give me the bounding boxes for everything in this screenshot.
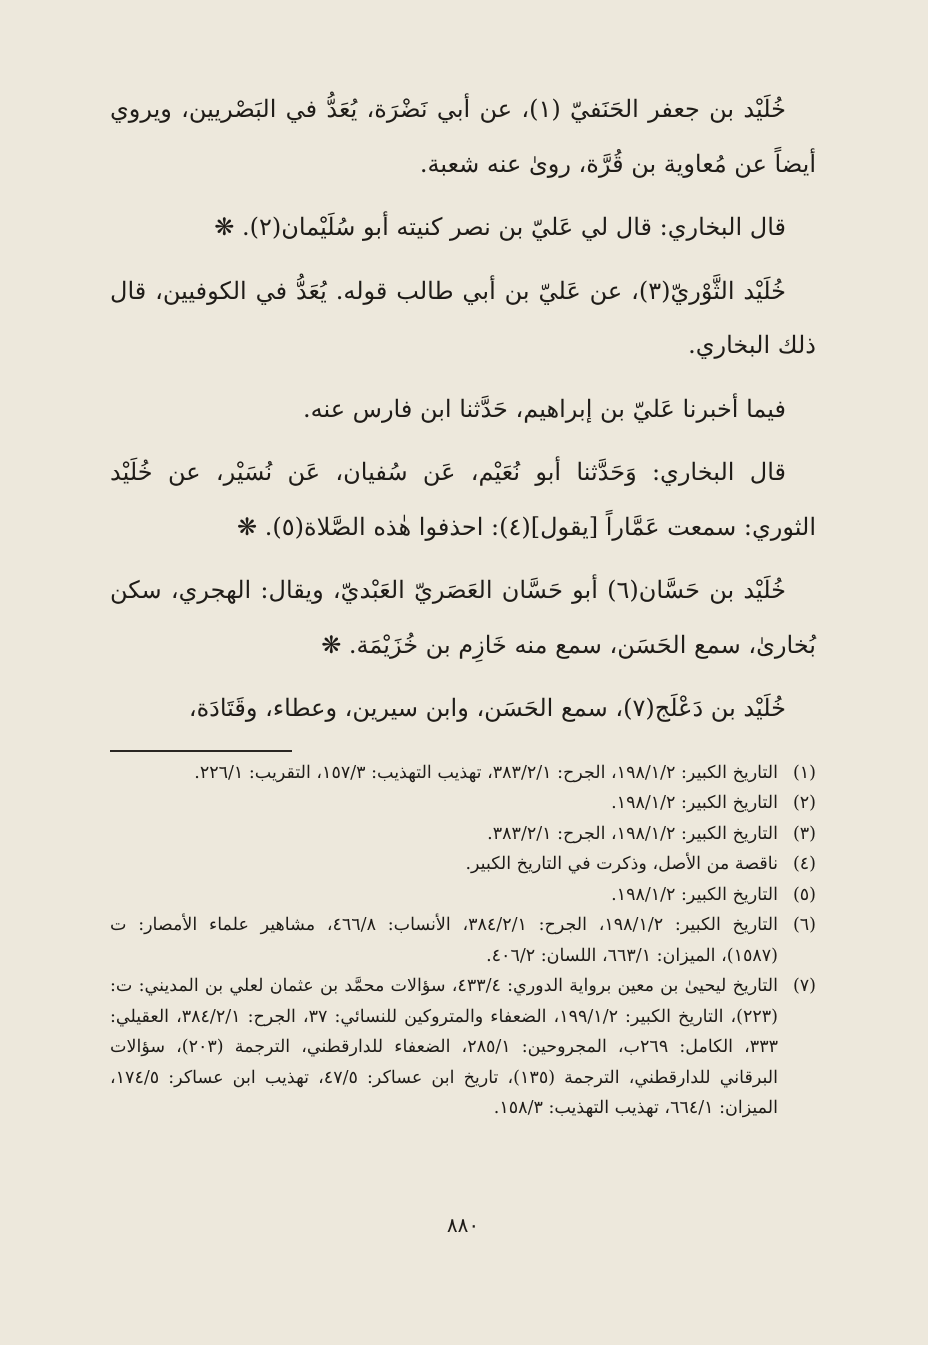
footnotes [110,758,816,1124]
footnote-text: التاريخ الكبير: ١٩٨/١/٢. [611,793,778,813]
paragraph-chain-of-narration: فيما أخبرنا عَليّ بن إبراهيم، حَدَّثنا ابن فارس عنه. [302,394,786,423]
paragraph-bukhari-kunya: قال البخاري: قال لي عَليّ بن نصر كنيته أبو سُلَيْمان(٢). ❋ [214,213,786,241]
main-text [110,82,816,736]
footnote-divider [110,750,292,752]
paragraph-khulayd-thawri: خُلَيْد الثَّوْريّ(٣)، عن عَليّ بن أبي طالب قوله. يُعَدُّ في الكوفيين، قال ذلك البخاري. [110,276,816,359]
paragraph-bukhari-narration: قال البخاري: وَحَدَّثنا أبو نُعَيْم، عَن سُفيان، عَن نُسَيْر، عن خُلَيْد الثوري: سمعت عَمَّاراً [يقول](٤): احذفوا هٰذه الصَّلاة(٥). ❋ [110,458,816,541]
page-number: ٨٨٠ [446,1213,480,1237]
footnote-text: التاريخ ليحيىٰ بن معين برواية الدوري: ٤٣٣/٤، سؤالات محمَّد بن عثمان لعلي بن المديني: ت: (٢٢٣)، التاريخ الكبير: ١٩٩/١/٢، الضعفاء والمتروكين للنسائي: ٣٧، الجرح: ٣٨٤/٢/١، العقيلي: ٣٣٣، الكامل: ٢٦٩ب، المجروحين: ٢٨٥/١، الضعفاء للدارقطني، الترجمة (٢٠٣)، سؤالات البرقاني للدارقطني، الترجمة (١٣٥)، تاريخ ابن عساكر: ٤٧/٥، تهذيب ابن عساكر: ١٧٤/٥، الميزان: ٦٦٤/١، تهذيب التهذيب: ١٥٨/٣. [110,976,779,1118]
paragraph-khulayd-ibn-jafar: خُلَيْد بن جعفر الحَنَفيّ (١)، عن أبي نَضْرَة، يُعَدُّ في البَصْريين، ويروي أيضاً عن مُعاوية بن قُرَّة، روىٰ عنه شعبة. [110,95,816,178]
footnote-text: التاريخ الكبير: ١٩٨/١/٢، الجرح: ٣٨٣/٢/١. [487,823,778,844]
footnote-number: (٦) [792,915,816,935]
footnote-item [110,788,816,819]
footnote-item [110,758,816,789]
footnote-number: (٣) [792,823,816,844]
footnote-text: التاريخ الكبير: ١٩٨/١/٢، الجرح: ٣٨٤/٢/١، الأنساب: ٤٦٦/٨، مشاهير علماء الأمصار: ت (١٥٨٧)، الميزان: ٦٦٣/١، اللسان: ٤٠٦/٢. [110,915,778,966]
footnote-number: (٧) [792,976,816,996]
footnote-item [110,849,816,880]
footnote-text: التاريخ الكبير: ١٩٨/١/٢، الجرح: ٣٨٣/٢/١، تهذيب التهذيب: ١٥٧/٣، التقريب: ٢٢٦/١. [194,762,778,783]
footnote-item [110,910,816,971]
footnote-item [110,819,816,850]
book-page [110,82,816,1322]
footnote-number: (٤) [792,854,816,874]
footnote-number: (٢) [792,793,816,813]
paragraph-khulayd-ibn-hassan: خُلَيْد بن حَسَّان(٦) أبو حَسَّان العَصَريّ العَبْديّ، ويقال: الهجري، سكن بُخارىٰ، سمع الحَسَن، سمع منه خَازِم بن خُزَيْمَة. ❋ [110,576,816,659]
footnote-item [110,880,816,911]
footnote-item [110,971,816,1124]
footnote-text: ناقصة من الأصل، وذكرت في التاريخ الكبير. [465,854,778,874]
footnote-text: التاريخ الكبير: ١٩٨/١/٢. [611,884,778,905]
footnote-number: (١) [792,762,816,783]
footnote-number: (٥) [792,884,816,905]
paragraph-khulayd-ibn-dalaj: خُلَيْد بن دَعْلَج(٧)، سمع الحَسَن، وابن سيرين، وعطاء، وقَتَادَة، [188,694,786,722]
